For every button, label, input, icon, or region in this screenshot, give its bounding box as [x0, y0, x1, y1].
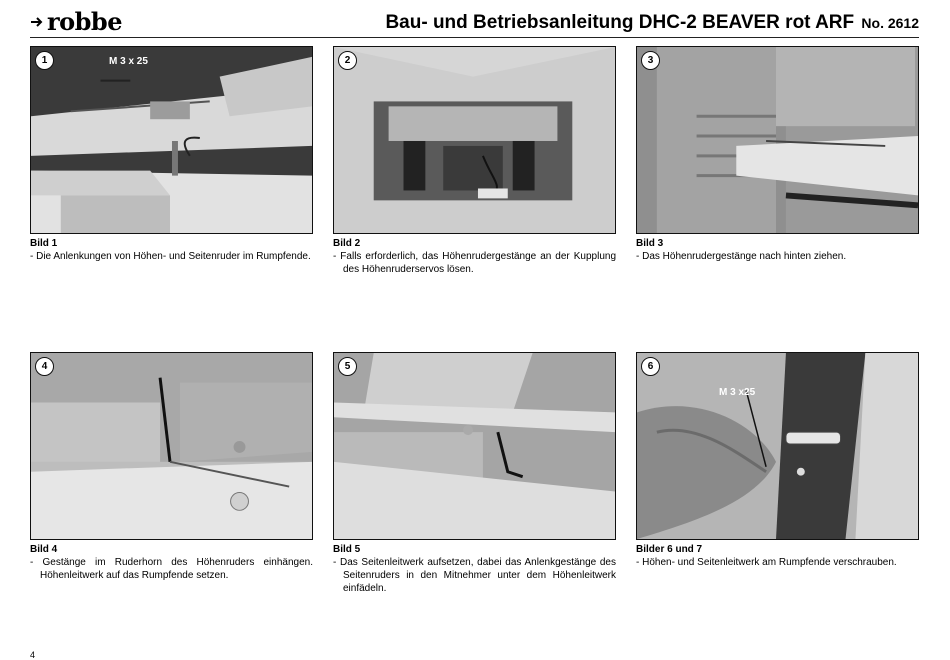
figure-panel-6: [636, 352, 919, 569]
photo-4: [30, 352, 313, 540]
caption-title: Bild 3: [636, 238, 664, 249]
caption-text: - Gestänge im Ruderhorn des Höhenruders einhängen. Höhenleitwerk auf das Rumpfende setzen.: [30, 557, 313, 581]
caption-title: Bild 4: [30, 544, 58, 555]
robbe-logo: [30, 8, 122, 34]
caption-title: Bilder 6 und 7: [636, 544, 703, 555]
page-number: 4: [30, 650, 36, 660]
title-text: Bau- und Betriebsanleitung DHC-2 BEAVER rot ARF: [385, 12, 855, 33]
figure-panel-5: [333, 352, 616, 595]
product-number: No. 2612: [861, 15, 919, 31]
photo-1: [30, 46, 313, 234]
figure-panel-1: [30, 46, 313, 263]
caption-text: - Falls erforderlich, das Höhenrudergestänge an der Kupplung des Höhenruderservos lösen.: [333, 251, 616, 275]
screw-label: M 3 x 25: [109, 56, 148, 67]
caption-text: - Höhen- und Seitenleitwerk am Rumpfende verschrauben.: [636, 557, 897, 568]
logo-arrow-icon: [30, 14, 44, 28]
figure-number-badge: 6: [641, 357, 660, 376]
figure-panel-2: [333, 46, 616, 276]
header-divider: [30, 37, 919, 38]
caption-text: - Das Höhenrudergestänge nach hinten ziehen.: [636, 251, 847, 262]
figure-number-badge: 4: [35, 357, 54, 376]
caption-title: Bild 2: [333, 238, 361, 249]
figure-number-badge: 2: [338, 51, 357, 70]
caption-title: Bild 5: [333, 544, 361, 555]
figure-panel-3: [636, 46, 919, 263]
figure-number-badge: 1: [35, 51, 54, 70]
screw-label: M 3 x25: [719, 387, 756, 398]
caption-text: - Das Seitenleitwerk aufsetzen, dabei das Anlenkgestänge des Seitenruders in den Mitnehmer unter dem Höhenleitwerk einfädeln.: [333, 557, 616, 594]
document-title: [385, 12, 919, 34]
photo-5: [333, 352, 616, 540]
caption-title: Bild 1: [30, 238, 58, 249]
figure-panel-4: [30, 352, 313, 582]
brand-name: robbe: [47, 6, 122, 36]
figure-number-badge: 5: [338, 357, 357, 376]
photo-3: [636, 46, 919, 234]
figure-number-badge: 3: [641, 51, 660, 70]
photo-6: [636, 352, 919, 540]
photo-2: [333, 46, 616, 234]
caption-text: - Die Anlenkungen von Höhen- und Seitenruder im Rumpfende.: [30, 251, 311, 262]
